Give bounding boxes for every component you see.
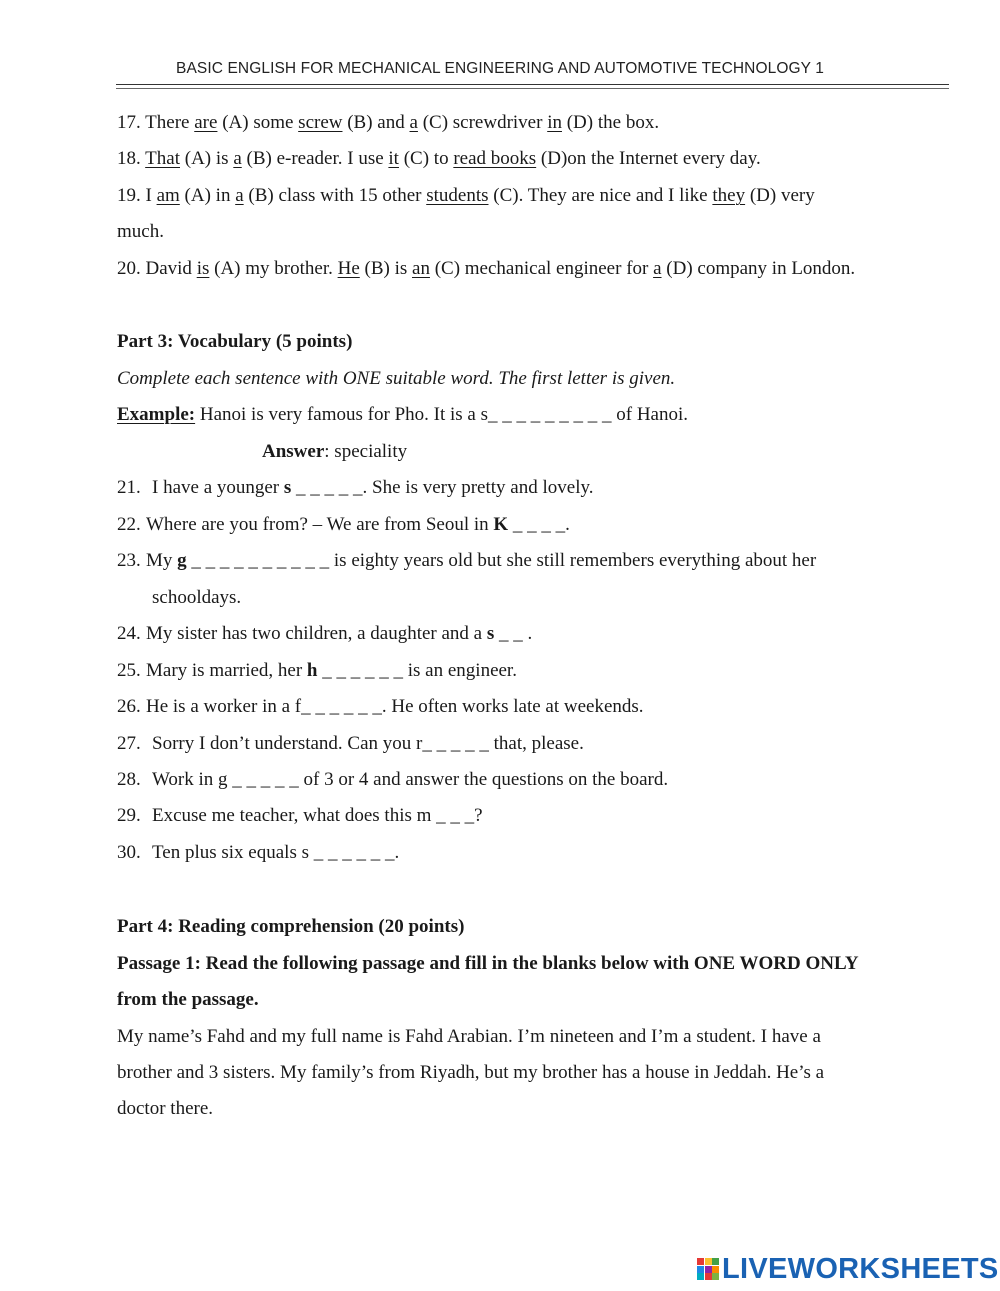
question-28: 28. Work in g _ _ _ _ _ of 3 or 4 and answer the questions on the board.	[117, 769, 669, 790]
question-23-continued: schooldays.	[152, 587, 242, 608]
question-17: 17. There are (A) some screw (B) and a (C) screwdriver in (D) the box.	[117, 112, 660, 133]
logo-text: LIVEWORKSHEETS	[722, 1252, 999, 1285]
passage1-instruction: Passage 1: Read the following passage and fill in the blanks below with ONE WORD ONLY	[117, 953, 859, 974]
question-25: 25. Mary is married, her h _ _ _ _ _ _ is an engineer.	[117, 660, 517, 681]
part3-example: Example: Hanoi is very famous for Pho. It is a s_ _ _ _ _ _ _ _ _ of Hanoi.	[117, 404, 688, 425]
question-20: 20. David is (A) my brother. He (B) is an (C) mechanical engineer for a (D) company in London.	[117, 258, 856, 279]
part3-answer: Answer: speciality	[262, 441, 408, 462]
question-19: 19. I am (A) in a (B) class with 15 other students (C). They are nice and I like they (D) very	[117, 185, 815, 206]
passage1-body-line2: brother and 3 sisters. My family’s from Riyadh, but my brother has a house in Jeddah. He’s a	[117, 1062, 825, 1083]
question-29: 29. Excuse me teacher, what does this m _ _ _?	[117, 805, 483, 826]
question-24: 24. My sister has two children, a daughter and a s _ _ .	[117, 623, 533, 644]
header-rule-thin	[116, 88, 949, 89]
part3-instruction: Complete each sentence with ONE suitable word. The first letter is given.	[117, 368, 676, 389]
passage1-instruction-continued: from the passage.	[117, 989, 259, 1010]
question-21: 21. I have a younger s _ _ _ _ _. She is very pretty and lovely.	[117, 477, 594, 498]
page-header: BASIC ENGLISH FOR MECHANICAL ENGINEERING AND AUTOMOTIVE TECHNOLOGY 1	[176, 60, 824, 77]
question-30: 30. Ten plus six equals s _ _ _ _ _ _.	[117, 842, 400, 863]
header-rule	[116, 84, 949, 85]
passage1-body-line3: doctor there.	[117, 1098, 214, 1119]
question-23: 23. My g _ _ _ _ _ _ _ _ _ _ is eighty years old but she still remembers everything about her	[117, 550, 817, 571]
passage1-body-line1: My name’s Fahd and my full name is Fahd Arabian. I’m nineteen and I’m a student. I have a	[117, 1026, 821, 1047]
part3-title: Part 3: Vocabulary (5 points)	[117, 331, 353, 352]
question-26: 26. He is a worker in a f_ _ _ _ _ _. He often works late at weekends.	[117, 696, 644, 717]
question-19-continued: much.	[117, 221, 164, 242]
question-18: 18. That (A) is a (B) e-reader. I use it (C) to read books (D)on the Internet every day.	[117, 148, 761, 169]
liveworksheets-logo[interactable]	[697, 1254, 999, 1284]
question-22: 22. Where are you from? – We are from Seoul in K _ _ _ _.	[117, 514, 570, 535]
part4-title: Part 4: Reading comprehension (20 points)	[117, 916, 465, 937]
liveworksheets-grid-icon	[697, 1258, 719, 1280]
question-27: 27. Sorry I don’t understand. Can you r_ _ _ _ _ that, please.	[117, 733, 584, 754]
